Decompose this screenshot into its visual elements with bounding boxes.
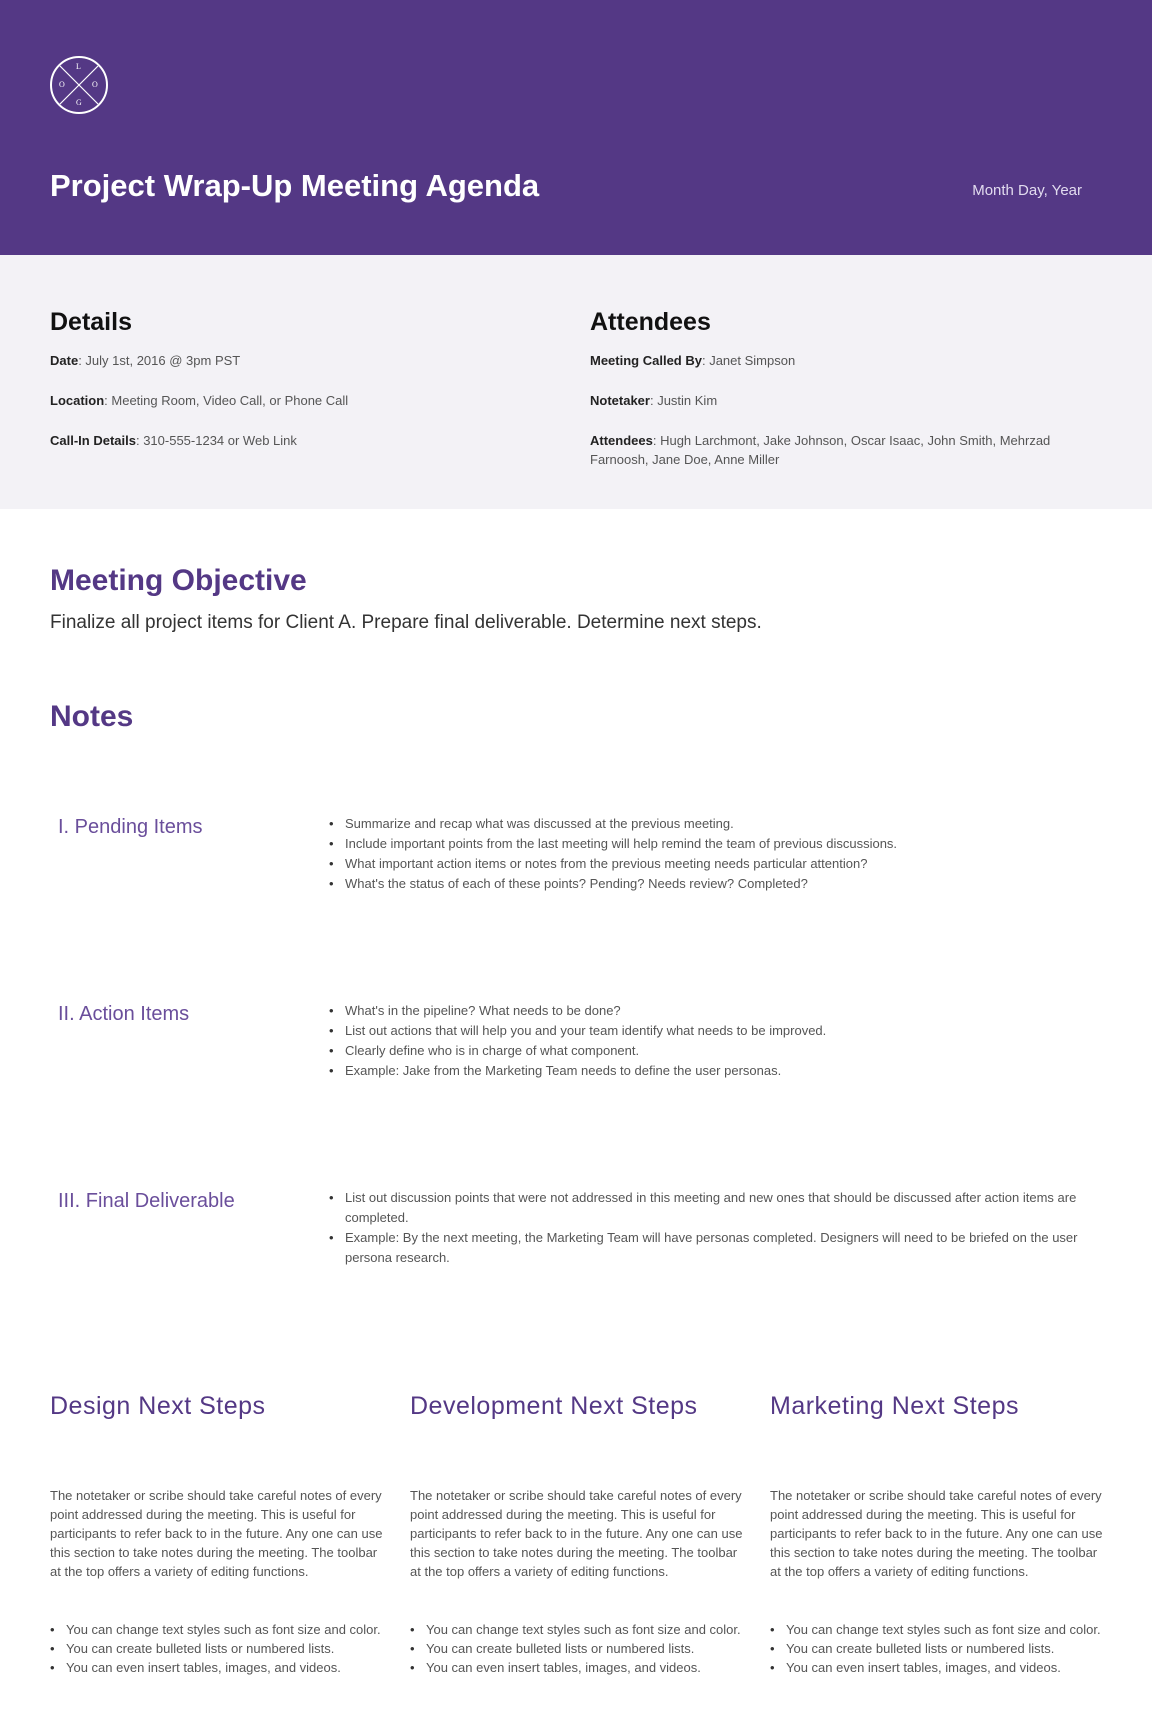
logo-letter: L	[76, 62, 81, 71]
logo-letter: O	[59, 80, 65, 89]
list-item: • Example: Jake from the Marketing Team needs to define the user personas.	[345, 1061, 1095, 1081]
attendees-list: Attendees: Hugh Larchmont, Jake Johnson, Oscar Isaac, John Smith, Mehrzad Farnoosh, Jane Doe, Anne Miller	[590, 433, 1051, 467]
notetaker: Notetaker: Justin Kim	[590, 393, 718, 408]
list-item: • You can change text styles such as font size and color.	[426, 1620, 746, 1639]
list-item: • Include important points from the last meeting will help remind the team of previous discussions.	[345, 834, 1095, 854]
list-item: • You can change text styles such as font size and color.	[786, 1620, 1106, 1639]
details-callin: Call-In Details: 310-555-1234 or Web Link	[50, 433, 297, 448]
list-item: • You can even insert tables, images, and videos.	[66, 1658, 386, 1677]
list-item: • List out actions that will help you and your team identify what needs to be improved.	[345, 1021, 1095, 1041]
next-steps-list	[426, 1620, 746, 1677]
list-item: • You can change text styles such as font size and color.	[66, 1620, 386, 1639]
objective-heading: Meeting Objective	[50, 564, 307, 597]
details-heading: Details	[50, 308, 132, 336]
meeting-called-by: Meeting Called By: Janet Simpson	[590, 353, 796, 368]
attendees-column	[590, 308, 1090, 490]
list-item: • List out discussion points that were not addressed in this meeting and new ones that should be discussed after action items are completed.	[345, 1188, 1095, 1228]
details-location: Location: Meeting Room, Video Call, or Phone Call	[50, 393, 349, 408]
list-item: • What important action items or notes from the previous meeting needs particular attention?	[345, 854, 1095, 874]
logo	[50, 56, 108, 114]
objective-text: Finalize all project items for Client A. Prepare final deliverable. Determine next steps.	[50, 612, 762, 633]
development-next-steps	[410, 1392, 745, 1675]
note-section-list	[345, 814, 1095, 894]
logo-letter: G	[76, 98, 82, 107]
list-item: • You can even insert tables, images, and videos.	[786, 1658, 1106, 1677]
next-steps-paragraph: The notetaker or scribe should take careful notes of every point addressed during the meeting. This is useful for participants to refer back to in the future. Any one can use this section to take notes during the meeting. The toolbar at the top offers a variety of editing functions.	[410, 1488, 743, 1579]
note-section-list	[345, 1001, 1095, 1081]
design-next-steps	[50, 1392, 385, 1675]
list-item: • What's the status of each of these points? Pending? Needs review? Completed?	[345, 874, 1095, 894]
details-column	[50, 308, 530, 471]
next-steps-list	[66, 1620, 386, 1677]
header-banner	[0, 0, 1152, 255]
page-title: Project Wrap-Up Meeting Agenda	[50, 168, 540, 203]
list-item: • You can create bulleted lists or numbered lists.	[426, 1639, 746, 1658]
marketing-next-steps	[770, 1392, 1105, 1675]
list-item: • You can even insert tables, images, and videos.	[426, 1658, 746, 1677]
next-steps-heading: Development Next Steps	[410, 1392, 698, 1420]
note-section-label: I. Pending Items	[58, 816, 203, 838]
next-steps-paragraph: The notetaker or scribe should take careful notes of every point addressed during the meeting. This is useful for participants to refer back to in the future. Any one can use this section to take notes during the meeting. The toolbar at the top offers a variety of editing functions.	[770, 1488, 1103, 1579]
details-date: Date: July 1st, 2016 @ 3pm PST	[50, 353, 241, 368]
note-section-list	[345, 1188, 1095, 1268]
list-item: • Clearly define who is in charge of what component.	[345, 1041, 1095, 1061]
list-item: • You can create bulleted lists or numbered lists.	[66, 1639, 386, 1658]
attendees-heading: Attendees	[590, 308, 711, 336]
next-steps-heading: Design Next Steps	[50, 1392, 266, 1420]
next-steps-list	[786, 1620, 1106, 1677]
list-item: • Example: By the next meeting, the Marketing Team will have personas completed. Designers will need to be briefed on the user persona research.	[345, 1228, 1095, 1268]
notes-heading: Notes	[50, 700, 134, 733]
list-item: • Summarize and recap what was discussed at the previous meeting.	[345, 814, 1095, 834]
header-date: Month Day, Year	[972, 182, 1082, 199]
note-section-label: III. Final Deliverable	[58, 1190, 235, 1212]
logo-letter: O	[92, 80, 98, 89]
next-steps-heading: Marketing Next Steps	[770, 1392, 1019, 1420]
list-item: • You can create bulleted lists or numbered lists.	[786, 1639, 1106, 1658]
note-section-label: II. Action Items	[58, 1003, 190, 1025]
list-item: • What's in the pipeline? What needs to be done?	[345, 1001, 1095, 1021]
next-steps-paragraph: The notetaker or scribe should take careful notes of every point addressed during the meeting. This is useful for participants to refer back to in the future. Any one can use this section to take notes during the meeting. The toolbar at the top offers a variety of editing functions.	[50, 1488, 383, 1579]
